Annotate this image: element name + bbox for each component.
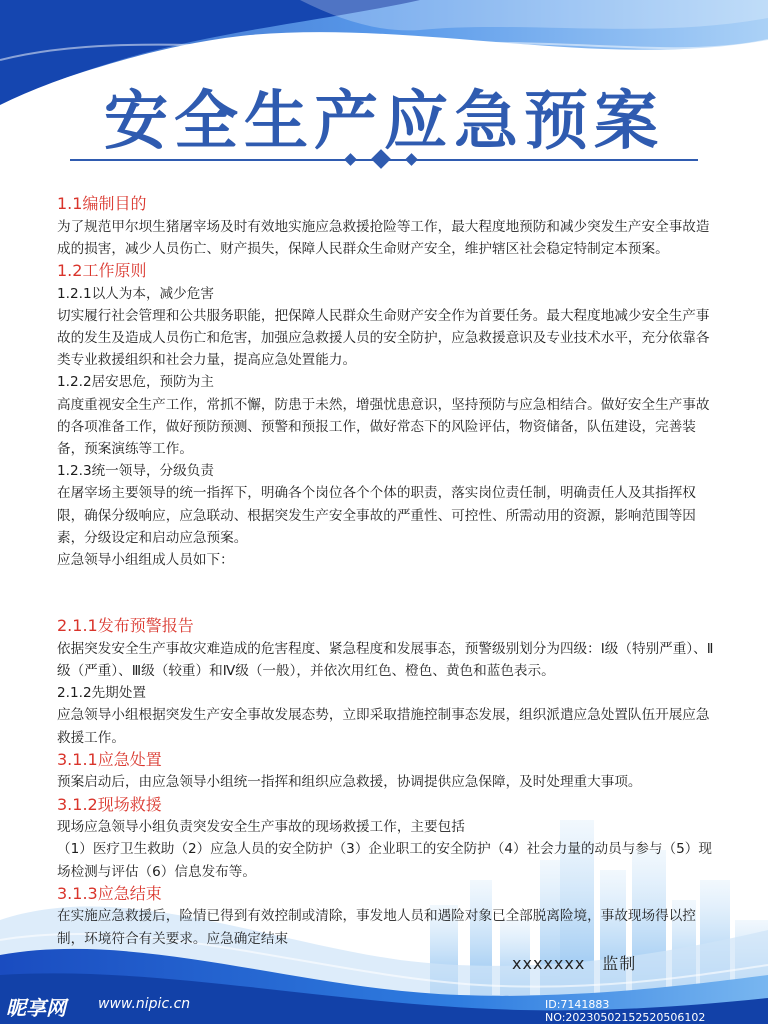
page-title: 安全生产应急预案 [104,85,664,159]
paragraph: 1.2.3统一领导，分级负责 [57,463,214,480]
watermark-url: www.nipic.cn [98,996,191,1012]
section-heading: 3.1.2现场救援 [57,794,162,814]
section-heading: 3.1.1应急处置 [57,749,162,769]
paragraph: 1.2.2居安思危，预防为主 [57,374,214,391]
watermark-id: ID:7141883 NO:20230502152520506102 [545,998,706,1024]
paragraph: 为了规范甲尔坝生猪屠宰场及时有效地实施应急救援抢险等工作，最大程度地预防和减少突发生产安全事故造成的损害，减少人员伤亡、财产损失，保障人民群众生命财产安全，维护辖区社会稳定特制定本预案。 [57,218,710,257]
section-heading: 3.1.3应急结束 [57,883,162,903]
document-body [57,193,717,950]
paragraph: 现场应急领导小组负责突发安全生产事故的现场救援工作，主要包括 [57,819,465,836]
paragraph: 在实施应急救援后，险情已得到有效控制或清除，事发地人员和遇险对象已全部脱离险境，事故现场得以控制，环境符合有关要求。应急确定结束 [57,908,696,947]
paragraph: 1.2.1以人为本，减少危害 [57,285,214,302]
watermark-logo: 昵享网 [6,996,66,1020]
section-heading: 1.1编制目的 [57,194,147,213]
paragraph: 应急领导小组根据突发生产安全事故发展态势，立即采取措施控制事态发展，组织派遣应急处置队伍开展应急救援工作。 [57,707,710,746]
paragraph: 高度重视安全生产工作，常抓不懈，防患于未然，增强忧患意识，坚持预防与应急相结合。做好安全生产事故的各项准备工作，做好预防预测、预警和预报工作，做好常态下的风险评估，物资储备，队伍建设，完善装备，预案演练等工作。 [57,396,710,458]
section-heading: 1.2工作原则 [57,261,147,280]
paragraph: 依据突发安全生产事故灾难造成的危害程度、紧急程度和发展事态，预警级别划分为四级：Ⅰ级（特别严重）、Ⅱ级（严重）、Ⅲ级（较重）和Ⅳ级（一般），并依次用红色、橙色、黄色和蓝色表示。 [57,640,714,680]
signature: xxxxxxx 监制 [512,954,637,973]
paragraph: 在屠宰场主要领导的统一指挥下，明确各个岗位各个个体的职责，落实岗位责任制，明确责任人及其指挥权限，确保分级响应，应急联动、根据突发生产安全事故的严重性、可控性、所需动用的资源，影响范围等因素，分级设定和启动应急预案。 [57,485,696,546]
section-heading: 2.1.1发布预警报告 [57,616,194,636]
spacer [57,571,717,615]
paragraph: 切实履行社会管理和公共服务职能，把保障人民群众生命财产安全作为首要任务。最大程度地减少安全生产事故的发生及造成人员伤亡和危害，加强应急救援人员的安全防护，应急救援意识及专业技术水平，充分依靠各类专业救援组织和社会力量，提高应急处置能力。 [57,307,710,369]
paragraph: 预案启动后，由应急领导小组统一指挥和组织应急救援，协调提供应急保障，及时处理重大事项。 [57,774,642,791]
paragraph: 应急领导小组组成人员如下： [57,552,234,569]
paragraph: （1）医疗卫生救助（2）应急人员的安全防护（3）企业职工的安全防护（4）社会力量的动员与参与（5）现场检测与评估（6）信息发布等。 [57,841,712,880]
paragraph: 2.1.2先期处置 [57,685,146,702]
